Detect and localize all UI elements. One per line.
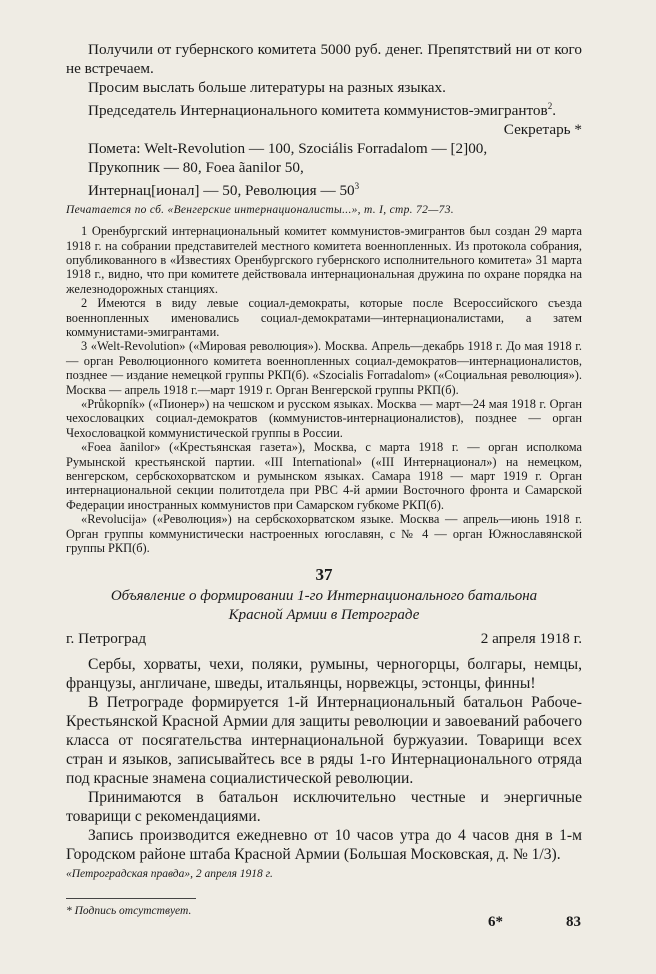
document-date: 2 апреля 1918 г. bbox=[480, 630, 582, 648]
footnote-2: 2 Имеются в виду левые социал-демократы, которые после Всероссийского съезда военнопленных именовались социал-демократами—интернационалистами, а затем коммунистами-эмигрантами. bbox=[66, 296, 582, 339]
annotation-line-3 bbox=[66, 177, 582, 200]
annotation-line-2: Прукопник — 80, Foea ãanilor 50, bbox=[88, 159, 304, 177]
source-citation: Печатается по сб. «Венгерские интернационалисты...», т. I, стр. 72—73. bbox=[66, 204, 454, 217]
signature-missing-note: * Подпись отсутствует. bbox=[66, 905, 192, 918]
footnote-3-revolucija: «Revolucija» («Революция») на сербскохорватском языке. Москва — апрель—июнь 1918 г. Орган группы коммунистически настроенных югославян, с № 4 — орган Южнославянской группы РКП(б). bbox=[66, 512, 582, 556]
footnote-mark-3: 3 bbox=[354, 181, 360, 192]
footnotes bbox=[66, 224, 582, 555]
letter-paragraph-money: Получили от губернского комитета 5000 руб. денег. Препятствий ни от кого не встречаем. bbox=[66, 41, 582, 77]
body-paragraph: Запись производится ежедневно от 10 часов утра до 4 часов дня в 1-м Городском районе штаба Красной Армии (Большая Московская, д. № 1/3). bbox=[66, 827, 582, 864]
body-paragraph: Сербы, хорваты, чехи, поляки, румыны, черногорцы, болгары, немцы, французы, англичане, шведы, итальянцы, норвежцы, эстонцы, финны! bbox=[66, 656, 582, 693]
footnote-mark-2: 2 bbox=[547, 101, 553, 111]
chairman-text: Председатель Интернационального комитета коммунистов-эмигрантов bbox=[88, 102, 548, 120]
annotation-block bbox=[66, 139, 582, 200]
footnote-3: 3 «Welt-Revolution» («Мировая революция»). Москва. Апрель—декабрь 1918 г. До мая 1918 г. — орган Революционного комитета военнопленных социал-демократов—интернационалистов, позднее — издание немецкой группы РКП(б). «Szocialis Forradalom» («Социальная революция»). Москва — апрель 1918 г.—март 1919 г. Орган Венгерской группы РКП(б). bbox=[66, 339, 582, 397]
body-paragraph: В Петрограде формируется 1-й Интернациональный батальон Рабоче-Крестьянской Красной Армии для защиты революции и завоеваний рабочего класса от посягательства интернациональной буржуазии. Товарищи всех стран и языков, записывайтесь все в ряды 1-го Интернационального отряда под красные знамена социалистической революции. bbox=[66, 694, 582, 788]
document-source: «Петроградская правда», 2 апреля 1918 г. bbox=[66, 868, 273, 881]
footnote-1: 1 Оренбургский интернациональный комитет коммунистов-эмигрантов был создан 29 марта 1918 г. на собрании представителей местного комитета военнопленных. Из протокола собрания, опубликованного в «Известиях Оренбургского губернского исполнительного комитета» 31 марта 1918 г., видно, что при комитете действовала интернациональная дружина по охране порядка на железнодорожных станциях. bbox=[66, 224, 582, 296]
annotation-line-3-text: Интернац[ионал] — 50, Революция — 50 bbox=[88, 182, 355, 200]
document-body bbox=[66, 655, 582, 864]
place-date-row bbox=[66, 629, 582, 649]
letter-signature-line bbox=[66, 97, 582, 120]
document-number: 37 bbox=[315, 565, 333, 585]
document-place: г. Петроград bbox=[66, 630, 147, 648]
letter-paragraph-literature: Просим выслать больше литературы на разных языках. bbox=[88, 79, 446, 96]
body-paragraph: Принимаются в батальон исключительно честные и энергичные товарищи с рекомендациями. bbox=[66, 789, 582, 826]
chairman-period: . bbox=[552, 102, 556, 120]
page-number: 83 bbox=[566, 914, 581, 930]
footnote-divider bbox=[66, 898, 196, 899]
secretary-signature: Секретарь * bbox=[503, 121, 582, 139]
footnote-3-foea: «Foea ãanilor» («Крестьянская газета»), Москва, с марта 1918 г. — орган исполкома Румынской крестьянской партии. «III International» («III Интернационал») на немецком, венгерском, сербскохорватском и румынском языках. Самара 1918 — март 1919 г. Орган интернациональной секции политотдела при РВС 4-й армии Восточного фронта и Самарской Федерации иностранных коммунистов при Самарском губкоме РКП(б). bbox=[66, 440, 582, 512]
signature-mark: 6* bbox=[488, 914, 503, 930]
footnote-3-prukopnik: «Průkopník» («Пионер») на чешском и русском языках. Москва — март—24 мая 1918 г. Орган чехословацких социал-демократов (коммунистов-интернационалистов), позднее — орган Чехословацкой коммунистической группы в России. bbox=[66, 397, 582, 440]
document-title: Объявление о формировании 1-го Интернационального батальона Красной Армии в Петрограде bbox=[110, 588, 538, 624]
page-folio bbox=[0, 914, 656, 934]
annotation-line-1: Помета: Welt-Revolution — 100, Szociális Forradalom — [2]00, bbox=[88, 140, 488, 158]
